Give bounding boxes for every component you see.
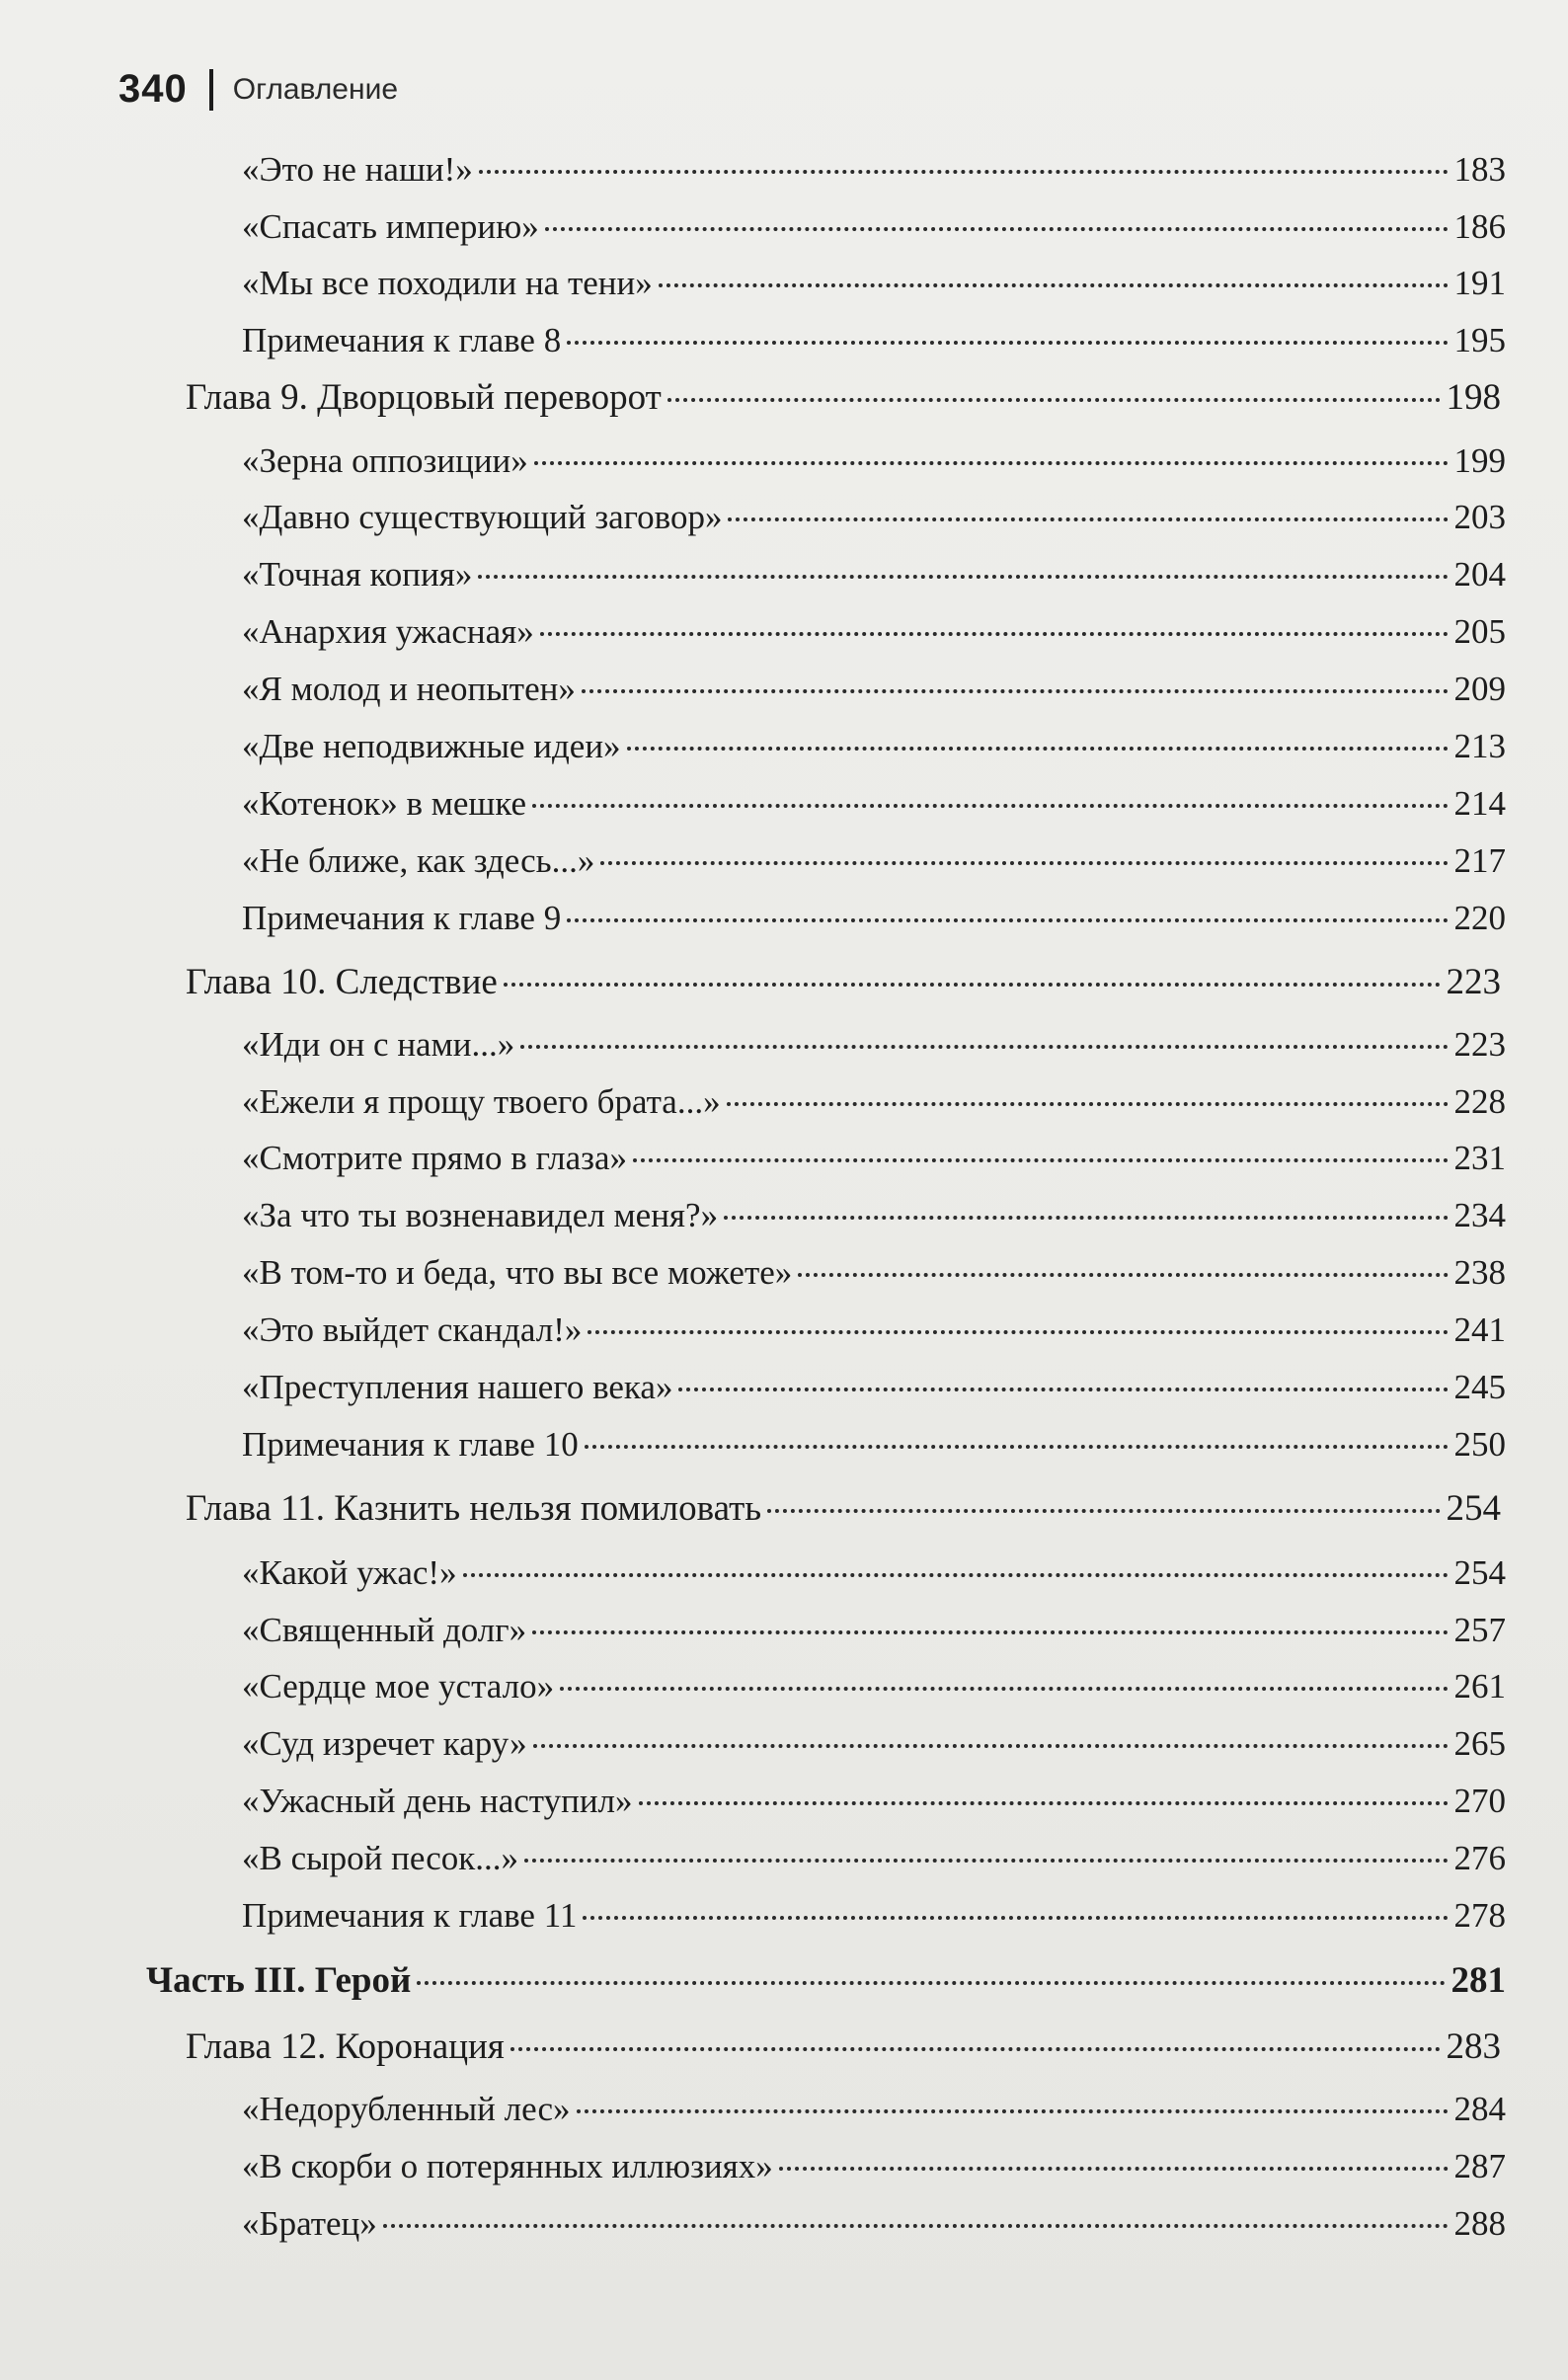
toc-entry	[242, 439, 1506, 483]
dot-leader	[798, 1273, 1448, 1277]
toc-entry-label: «Преступления нашего века»	[242, 1368, 673, 1406]
toc-entry-page: 241	[1453, 1310, 1506, 1349]
toc-entry-label: «Две неподвижные идеи»	[242, 727, 621, 765]
toc-entry	[242, 2145, 1506, 2188]
toc-chapter	[186, 376, 1501, 420]
toc-entry	[242, 1722, 1506, 1766]
toc-entry-label: «В скорби о потерянных иллюзиях»	[242, 2147, 773, 2185]
dot-leader	[659, 283, 1449, 287]
toc-entry-page: 238	[1453, 1253, 1506, 1292]
toc-entry-label: Глава 9. Дворцовый переворот	[186, 377, 662, 418]
toc-entry-page: 199	[1453, 441, 1506, 480]
toc-entry-page: 209	[1453, 670, 1506, 708]
toc-entry-page: 265	[1453, 1724, 1506, 1763]
toc-entry-page: 204	[1453, 555, 1506, 594]
dot-leader	[533, 1744, 1449, 1748]
toc-entry-label: Глава 10. Следствие	[186, 962, 498, 1002]
dot-leader	[627, 747, 1449, 751]
toc-entry-label: «В сырой песок...»	[242, 1839, 519, 1877]
page-number: 340	[118, 67, 188, 111]
toc-entry-page: 254	[1453, 1553, 1506, 1592]
toc-entry-label: Примечания к главе 8	[242, 321, 562, 359]
toc-entry-label: Примечания к главе 9	[242, 899, 562, 937]
dot-leader	[585, 1445, 1449, 1449]
toc-entry	[242, 1665, 1506, 1708]
toc-entry-page: 198	[1446, 377, 1501, 418]
toc-entry-label: «Это не наши!»	[242, 150, 473, 189]
toc-entry-label: «Братец»	[242, 2204, 377, 2243]
toc-entry	[242, 782, 1506, 826]
toc-entry	[242, 725, 1506, 768]
dot-leader	[532, 1630, 1448, 1634]
toc-entry-label: «Давно существующий заговор»	[242, 498, 723, 536]
toc-entry	[242, 610, 1506, 654]
toc-entry-label: «Суд изречет кару»	[242, 1724, 527, 1763]
toc-entry	[242, 1837, 1506, 1880]
toc-entry-page: 245	[1453, 1368, 1506, 1406]
toc-entry-label: «Не ближе, как здесь...»	[242, 841, 595, 880]
dot-leader	[383, 2224, 1449, 2228]
toc-entry-page: 288	[1453, 2204, 1506, 2243]
dot-leader	[534, 461, 1449, 465]
dot-leader	[524, 1859, 1448, 1863]
toc-entry	[242, 1023, 1506, 1067]
toc-entry-page: 203	[1453, 498, 1506, 536]
toc-entry-page: 257	[1453, 1611, 1506, 1649]
toc-entry-page: 214	[1453, 784, 1506, 823]
toc-entry-page: 276	[1453, 1839, 1506, 1877]
toc-entry-label: «Я молод и неопытен»	[242, 670, 576, 708]
dot-leader	[667, 398, 1441, 402]
toc-entry-page: 261	[1453, 1667, 1506, 1706]
toc-entry-label: «Священный долг»	[242, 1611, 527, 1649]
dot-leader	[567, 918, 1448, 922]
toc-entry-label: «Иди он с нами...»	[242, 1025, 515, 1064]
toc-entry	[242, 1609, 1506, 1652]
dot-leader	[577, 2109, 1449, 2113]
toc-entry-page: 220	[1453, 899, 1506, 937]
toc-entry-label: «Ежели я прощу твоего брата...»	[242, 1082, 721, 1121]
toc-entry-label: Глава 11. Казнить нельзя помиловать	[186, 1488, 762, 1529]
toc-entry-page: 283	[1446, 2026, 1501, 2067]
toc-chapter	[186, 2025, 1501, 2069]
toc-entry-page: 195	[1453, 321, 1506, 359]
toc-entry	[242, 1194, 1506, 1237]
toc-entry	[242, 2202, 1506, 2246]
toc-entry	[242, 148, 1506, 192]
running-header	[118, 67, 398, 112]
toc-entry	[242, 1309, 1506, 1352]
dot-leader	[463, 1573, 1449, 1577]
toc-part	[146, 1959, 1506, 2003]
dot-leader	[779, 2167, 1449, 2171]
toc-entry	[242, 1423, 1506, 1467]
toc-entry-label: «Котенок» в мешке	[242, 784, 527, 823]
toc-entry	[242, 1080, 1506, 1124]
dot-leader	[588, 1330, 1448, 1334]
toc-entry	[242, 1780, 1506, 1823]
toc-entry-page: 213	[1453, 727, 1506, 765]
toc-entry	[242, 897, 1506, 940]
toc-entry-label: «Смотрите прямо в глаза»	[242, 1139, 628, 1177]
dot-leader	[560, 1687, 1448, 1691]
running-title: Оглавление	[232, 72, 399, 106]
toc-entry	[242, 1551, 1506, 1595]
toc-entry-page: 228	[1453, 1082, 1506, 1121]
dot-leader	[639, 1801, 1449, 1805]
toc-entry-label: «Анархия ужасная»	[242, 612, 534, 651]
dot-leader	[504, 983, 1441, 987]
dot-leader	[567, 341, 1448, 345]
toc-entry-page: 234	[1453, 1196, 1506, 1234]
toc-entry-label: Глава 12. Коронация	[186, 2026, 505, 2067]
toc-entry-page: 278	[1453, 1896, 1506, 1935]
toc-entry-label: «Мы все походили на тени»	[242, 264, 653, 302]
toc-entry-label: «Зерна оппозиции»	[242, 441, 528, 480]
toc-entry	[242, 205, 1506, 249]
toc-entry-page: 205	[1453, 612, 1506, 651]
toc-entry	[242, 262, 1506, 305]
dot-leader	[582, 689, 1449, 693]
toc-entry-label: «Точная копия»	[242, 555, 473, 594]
toc-entry-label: «Спасать империю»	[242, 207, 539, 246]
header-separator	[209, 69, 213, 111]
toc-entry-label: «В том-то и беда, что вы все можете»	[242, 1253, 793, 1292]
toc-entry-page: 223	[1446, 962, 1501, 1002]
toc-entry	[242, 2088, 1506, 2131]
dot-leader	[545, 227, 1449, 231]
toc-entry-page: 284	[1453, 2090, 1506, 2128]
toc-entry-label: Примечания к главе 10	[242, 1425, 579, 1464]
dot-leader	[724, 1216, 1448, 1220]
toc-entry-page: 287	[1453, 2147, 1506, 2185]
toc-entry-page: 281	[1450, 1960, 1506, 2001]
dot-leader	[600, 861, 1448, 865]
toc-entry	[242, 668, 1506, 711]
toc-entry-page: 223	[1453, 1025, 1506, 1064]
toc-entry-page: 217	[1453, 841, 1506, 880]
toc-chapter	[186, 961, 1501, 1004]
dot-leader	[728, 517, 1448, 521]
toc-entry-page: 231	[1453, 1139, 1506, 1177]
toc-entry-page: 191	[1453, 264, 1506, 302]
toc-entry-label: «За что ты возненавидел меня?»	[242, 1196, 719, 1234]
toc-entry-page: 250	[1453, 1425, 1506, 1464]
dot-leader	[532, 804, 1448, 808]
dot-leader	[633, 1158, 1448, 1162]
toc-entry	[242, 1366, 1506, 1409]
toc-entry	[242, 553, 1506, 596]
toc-entry	[242, 319, 1506, 362]
toc-entry	[242, 1894, 1506, 1938]
toc-entry	[242, 839, 1506, 883]
dot-leader	[540, 632, 1449, 636]
toc-entry	[242, 496, 1506, 539]
toc-entry-label: «Ужасный день наступил»	[242, 1782, 633, 1820]
toc-entry-page: 186	[1453, 207, 1506, 246]
toc-entry-label: Примечания к главе 11	[242, 1896, 578, 1935]
toc-entry-page: 183	[1453, 150, 1506, 189]
dot-leader	[510, 2047, 1441, 2051]
toc-entry	[242, 1251, 1506, 1295]
toc-entry-label: «Это выйдет скандал!»	[242, 1310, 583, 1349]
dot-leader	[767, 1509, 1440, 1513]
dot-leader	[520, 1045, 1448, 1049]
toc-entry-label: «Какой ужас!»	[242, 1553, 457, 1592]
dot-leader	[417, 1981, 1445, 1985]
dot-leader	[678, 1388, 1448, 1391]
dot-leader	[478, 575, 1448, 579]
toc-entry-page: 254	[1446, 1488, 1501, 1529]
toc-chapter	[186, 1487, 1501, 1531]
toc-entry-label: Часть III. Герой	[146, 1960, 412, 2001]
dot-leader	[479, 170, 1449, 174]
toc-entry-label: «Сердце мое устало»	[242, 1667, 555, 1706]
dot-leader	[727, 1102, 1449, 1106]
toc-entry-label: «Недорубленный лес»	[242, 2090, 571, 2128]
dot-leader	[583, 1916, 1448, 1920]
toc-entry	[242, 1137, 1506, 1180]
toc-entry-page: 270	[1453, 1782, 1506, 1820]
